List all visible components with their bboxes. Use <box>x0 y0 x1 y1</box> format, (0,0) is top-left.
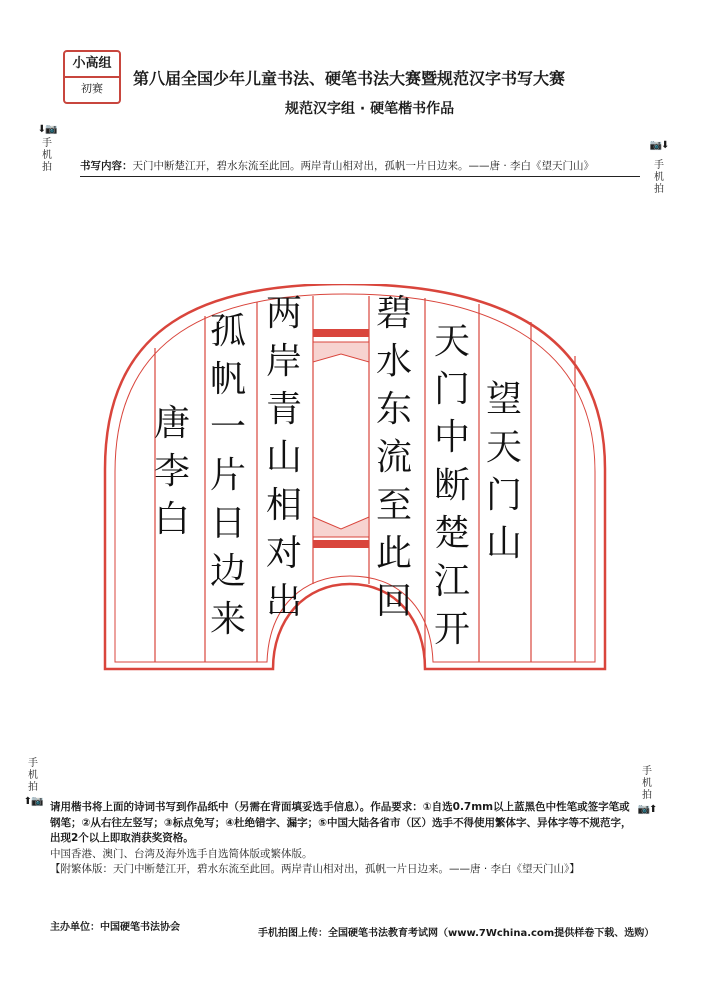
phone-shoot-label: 手机拍 <box>42 138 52 173</box>
camera-download-icon: 📷⬇ <box>649 140 669 151</box>
instructions-block <box>50 800 640 878</box>
divider <box>80 176 640 177</box>
poem-column-4: 两岸青山相对出 <box>265 293 302 622</box>
writing-content-line <box>80 158 594 173</box>
instructions-hk-note: 中国香港、澳门、台湾及海外选手自选简体版或繁体版。 <box>50 847 313 860</box>
round-label: 初赛 <box>81 82 103 95</box>
group-badge <box>63 50 121 104</box>
page-title: 第八届全国少年儿童书法、硬笔书法大赛暨规范汉字书写大赛 <box>133 69 566 88</box>
writing-content-label: 书写内容： <box>80 160 133 172</box>
upload-text: 手机拍图上传：全国硬笔书法教育考试网（www.7Wchina.com提供样卷下载、选购） <box>258 928 655 939</box>
phone-shoot-label: 手机拍 <box>654 160 664 195</box>
group-label: 小高组 <box>65 52 119 78</box>
phone-shoot-label: 手机拍 <box>28 758 38 793</box>
writing-content-text: 天门中断楚江开，碧水东流至此回。两岸青山相对出，孤帆一片日边来。——唐 · 李白《望天门山》 <box>132 160 595 172</box>
poem-column-3: 碧水东流至此回 <box>375 293 412 622</box>
poem-column-5: 孤帆一片日边来 <box>209 311 246 640</box>
upload-camera-icon: ⬆📷 <box>23 796 43 807</box>
corner-marker-top-left <box>32 124 62 174</box>
corner-marker-top-right <box>644 140 674 196</box>
poem-column-2: 天门中断楚江开 <box>433 321 470 650</box>
organizer-text: 主办单位：中国硬笔书法协会 <box>50 922 180 933</box>
download-camera-icon: ⬇📷 <box>37 124 57 135</box>
phone-shoot-label: 手机拍 <box>642 766 652 801</box>
page-subtitle: 规范汉字组 · 硬笔楷书作品 <box>285 101 455 117</box>
instructions-traditional: 【附繁体版：天门中断楚江开，碧水东流至此回。两岸青山相对出，孤帆一片日边来。——唐 · 李白《望天门山》】 <box>50 863 580 875</box>
corner-marker-bottom-left <box>18 758 48 808</box>
poem-column-6: 唐李白 <box>153 403 190 540</box>
instructions-requirements: 请用楷书将上面的诗词书写到作品纸中（另需在背面填妥选手信息）。作品要求：①自选0.7mm以上蓝黑色中性笔或签字笔或钢笔；②从右往左竖写；③标点免写；④杜绝错字、漏字；⑤中国大陆各省市（区）选手不得使用繁体字、异体字等不规范字，出现2个以上即取消获奖资格。 <box>50 801 632 844</box>
poem-column-1: 望天门山 <box>485 379 522 564</box>
camera-upload-icon: 📷⬆ <box>637 804 657 815</box>
